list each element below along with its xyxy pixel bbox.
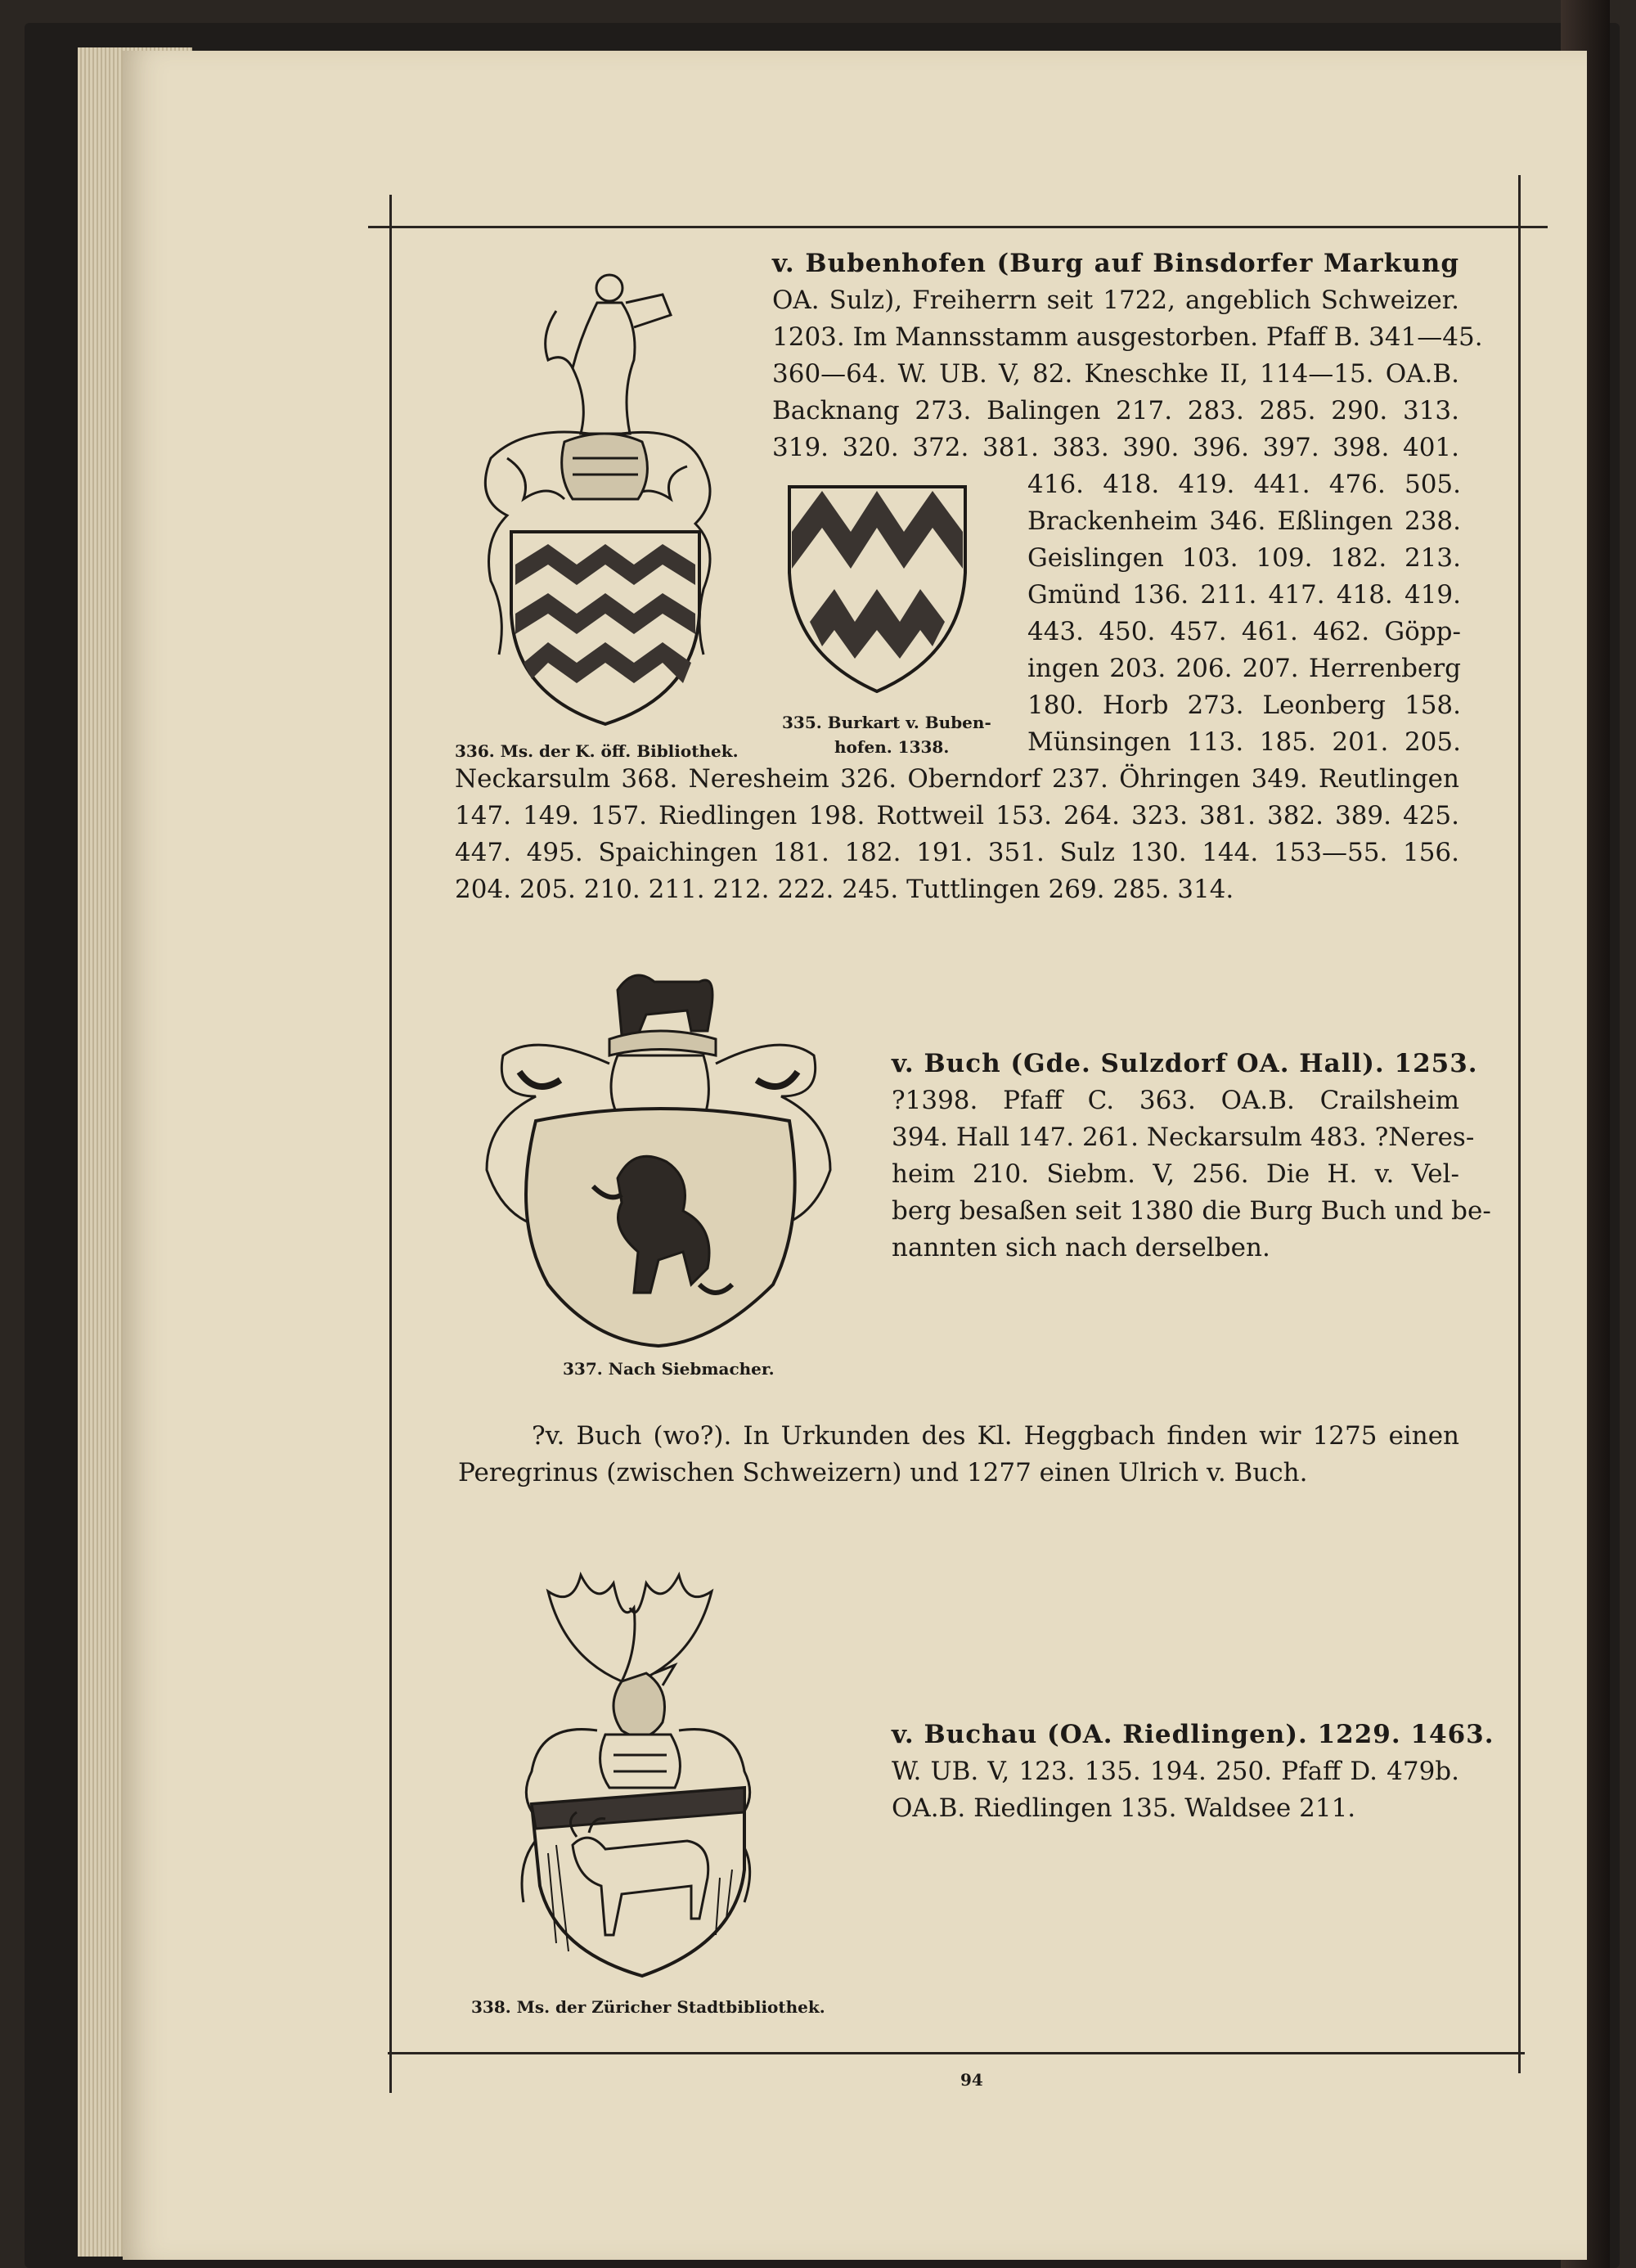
entry-line: 416. 418. 419. 441. 476. 505.	[1027, 470, 1461, 499]
entry-line: ?1398. Pfaff C. 363. OA.B. Crailsheim	[892, 1086, 1459, 1115]
caption-335-line2: hofen. 1338.	[834, 737, 950, 757]
coat-of-arms-335	[785, 483, 969, 695]
entry-bubenhofen-narrow	[1027, 466, 1461, 761]
entry-line: Peregrinus (zwischen Schweizern) und 1277 einen Ulrich v. Buch.	[458, 1458, 1308, 1487]
page-number: 94	[960, 2070, 983, 2090]
entry-line: Münsingen 113. 185. 201. 205.	[1027, 727, 1461, 757]
entry-line: W. UB. V, 123. 135. 194. 250. Pfaff D. 479b.	[892, 1757, 1459, 1786]
entry-buch	[892, 1046, 1491, 1267]
entry-buch-unknown	[458, 1418, 1459, 1492]
entry-line: ingen 203. 206. 207. Herrenberg	[1027, 654, 1461, 683]
entry-line: 204. 205. 210. 211. 212. 222. 245. Tuttlingen 269. 285. 314.	[455, 875, 1234, 904]
frame-left-rule	[389, 195, 392, 2093]
coat-of-arms-337	[470, 957, 847, 1350]
entry-bubenhofen-wrap	[772, 245, 1483, 466]
entry-line: OA. Sulz), Freiherrn seit 1722, angeblich Schweizer.	[772, 286, 1459, 315]
entry-line: berg besaßen seit 1380 die Burg Buch und be-	[892, 1196, 1491, 1226]
entry-line: Geislingen 103. 109. 182. 213.	[1027, 543, 1461, 573]
frame-top-rule	[368, 226, 1548, 228]
entry-line: ?v. Buch (wo?). In Urkunden des Kl. Heggbach finden wir 1275 einen	[532, 1421, 1459, 1451]
entry-line: heim 210. Siebm. V, 256. Die H. v. Vel-	[892, 1159, 1459, 1189]
entry-line: 447. 495. Spaichingen 181. 182. 191. 351. Sulz 130. 144. 153—55. 156.	[455, 838, 1459, 867]
caption-335-line1: 335. Burkart v. Buben-	[782, 713, 991, 732]
entry-line: Neckarsulm 368. Neresheim 326. Oberndorf 237. Öhringen 349. Reutlingen	[455, 764, 1459, 794]
entry-line: 1203. Im Mannsstamm ausgestorben. Pfaff B. 341—45.	[772, 322, 1483, 352]
frame-right-rule	[1518, 175, 1521, 2073]
entry-line: 394. Hall 147. 261. Neckarsulm 483. ?Neres-	[892, 1123, 1475, 1152]
entry-line: 180. Horb 273. Leonberg 158.	[1027, 691, 1461, 720]
entry-line: Brackenheim 346. Eßlingen 238.	[1027, 506, 1461, 536]
entry-line: 443. 450. 457. 461. 462. Göpp-	[1027, 617, 1461, 646]
caption-336: 336. Ms. der K. öff. Bibliothek.	[455, 741, 739, 761]
entry-line: nannten sich nach derselben.	[892, 1233, 1270, 1262]
frame-bottom-rule	[388, 2052, 1525, 2054]
entry-bubenhofen-full	[455, 761, 1459, 908]
caption-337: 337. Nach Siebmacher.	[563, 1359, 775, 1379]
entry-line: v. Buchau (OA. Riedlingen). 1229. 1463.	[892, 1720, 1494, 1749]
entry-line: 360—64. W. UB. V, 82. Kneschke II, 114—15. OA.B.	[772, 359, 1459, 389]
entry-line: v. Bubenhofen (Burg auf Binsdorfer Markung	[772, 249, 1459, 278]
coat-of-arms-336	[458, 270, 728, 728]
entry-buchau	[892, 1717, 1494, 1827]
caption-338: 338. Ms. der Züricher Stadtbibliothek.	[471, 1997, 825, 2017]
entry-line: OA.B. Riedlingen 135. Waldsee 211.	[892, 1793, 1356, 1823]
entry-line: Backnang 273. Balingen 217. 283. 285. 290. 313.	[772, 396, 1459, 425]
entry-line: 319. 320. 372. 381. 383. 390. 396. 397. 398. 401.	[772, 433, 1459, 462]
entry-line: Gmünd 136. 211. 417. 418. 419.	[1027, 580, 1461, 610]
entry-line: v. Buch (Gde. Sulzdorf OA. Hall). 1253.	[892, 1049, 1478, 1078]
entry-line: 147. 149. 157. Riedlingen 198. Rottweil 153. 264. 323. 381. 382. 389. 425.	[455, 801, 1459, 830]
coat-of-arms-338	[499, 1559, 769, 1984]
